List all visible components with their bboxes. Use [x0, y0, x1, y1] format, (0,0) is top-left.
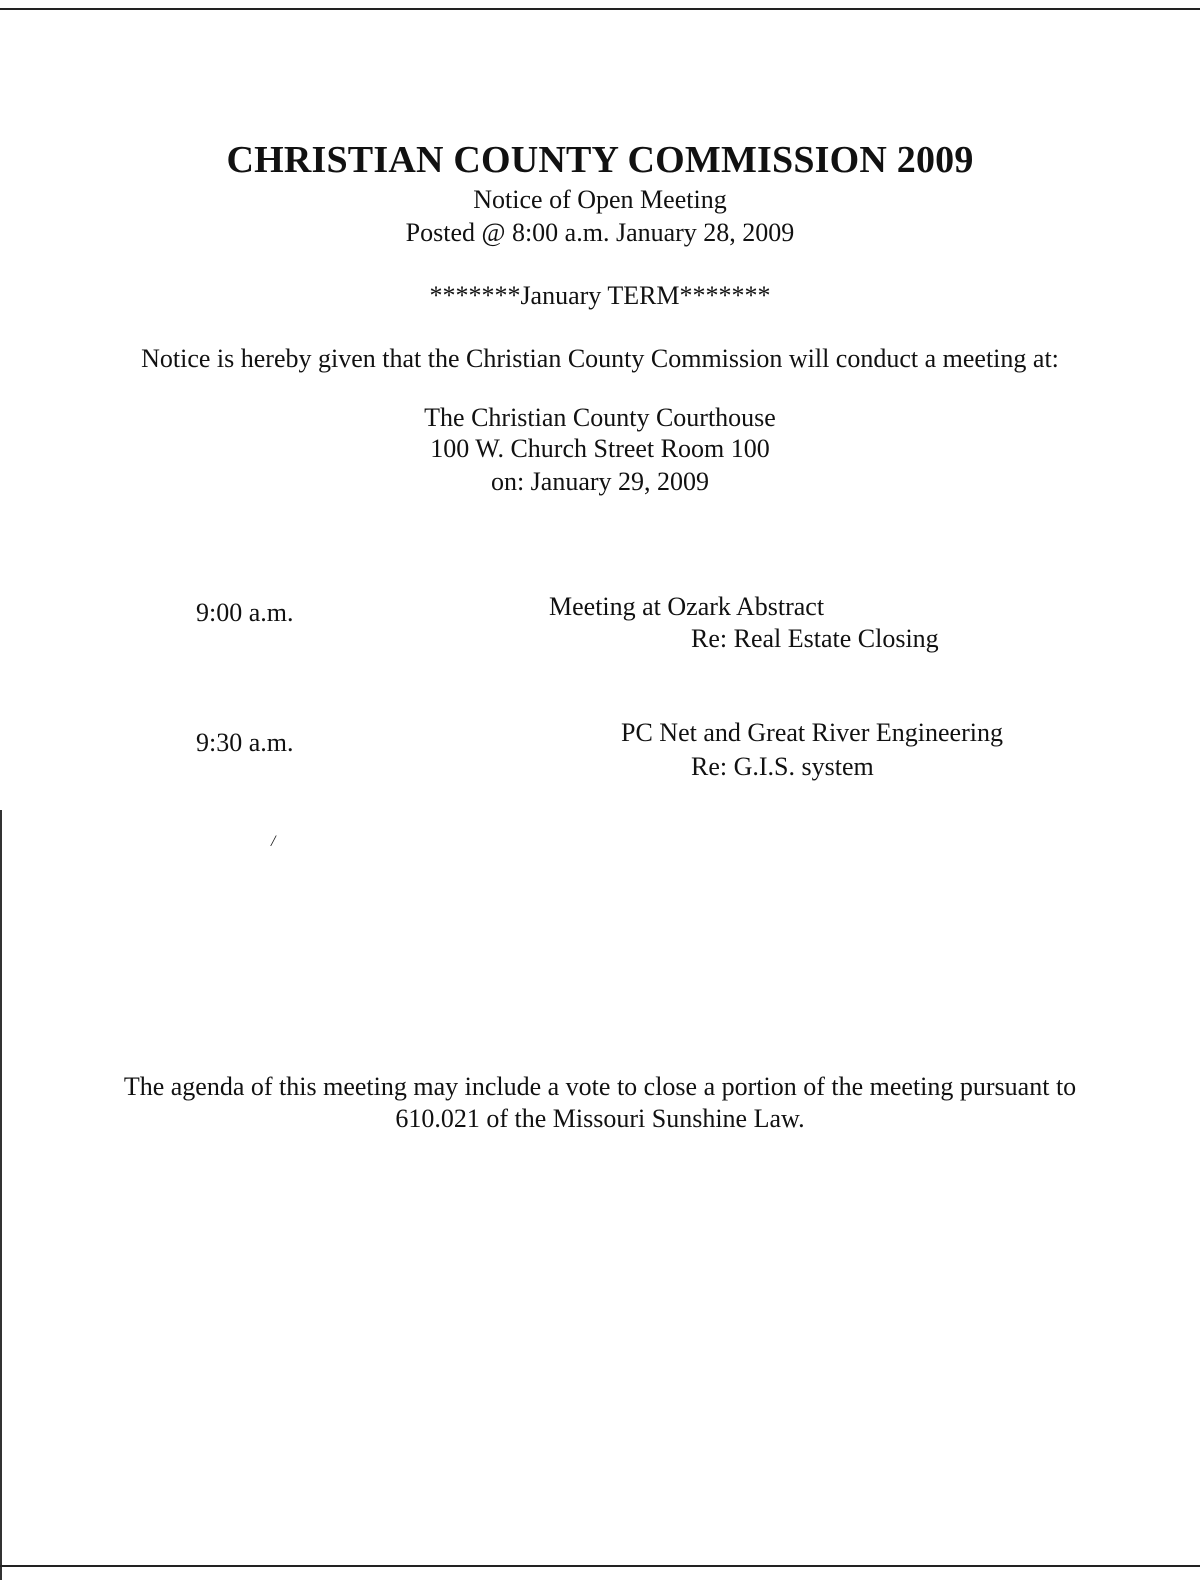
meeting-date: on: January 29, 2009 [490, 467, 710, 496]
scan-border-bottom [0, 1565, 1200, 1567]
notice-subtitle: Notice of Open Meeting [473, 185, 727, 214]
location-address: 100 W. Church Street Room 100 [430, 434, 770, 463]
notice-text: Notice is hereby given that the Christian County Commission will conduct a meeting at: [141, 344, 1059, 373]
agenda-item: PC Net and Great River Engineering [621, 718, 1003, 747]
document-title: CHRISTIAN COUNTY COMMISSION 2009 [226, 139, 974, 181]
term-banner: *******January TERM******* [429, 281, 771, 310]
scan-border-top [0, 8, 1200, 10]
posted-date: Posted @ 8:00 a.m. January 28, 2009 [405, 218, 795, 247]
agenda-time: 9:30 a.m. [196, 728, 294, 757]
footer-disclaimer-line2: 610.021 of the Missouri Sunshine Law. [395, 1104, 805, 1133]
scan-mark: / [271, 833, 276, 850]
scan-border-left [0, 810, 2, 1580]
location-name: The Christian County Courthouse [424, 403, 776, 432]
agenda-item: Meeting at Ozark Abstract [549, 592, 825, 621]
agenda-item-regarding: Re: G.I.S. system [691, 752, 874, 781]
footer-disclaimer-line1: The agenda of this meeting may include a vote to close a portion of the meeting pursuant to [123, 1072, 1077, 1101]
agenda-item-regarding: Re: Real Estate Closing [691, 624, 939, 653]
agenda-time: 9:00 a.m. [196, 598, 294, 627]
